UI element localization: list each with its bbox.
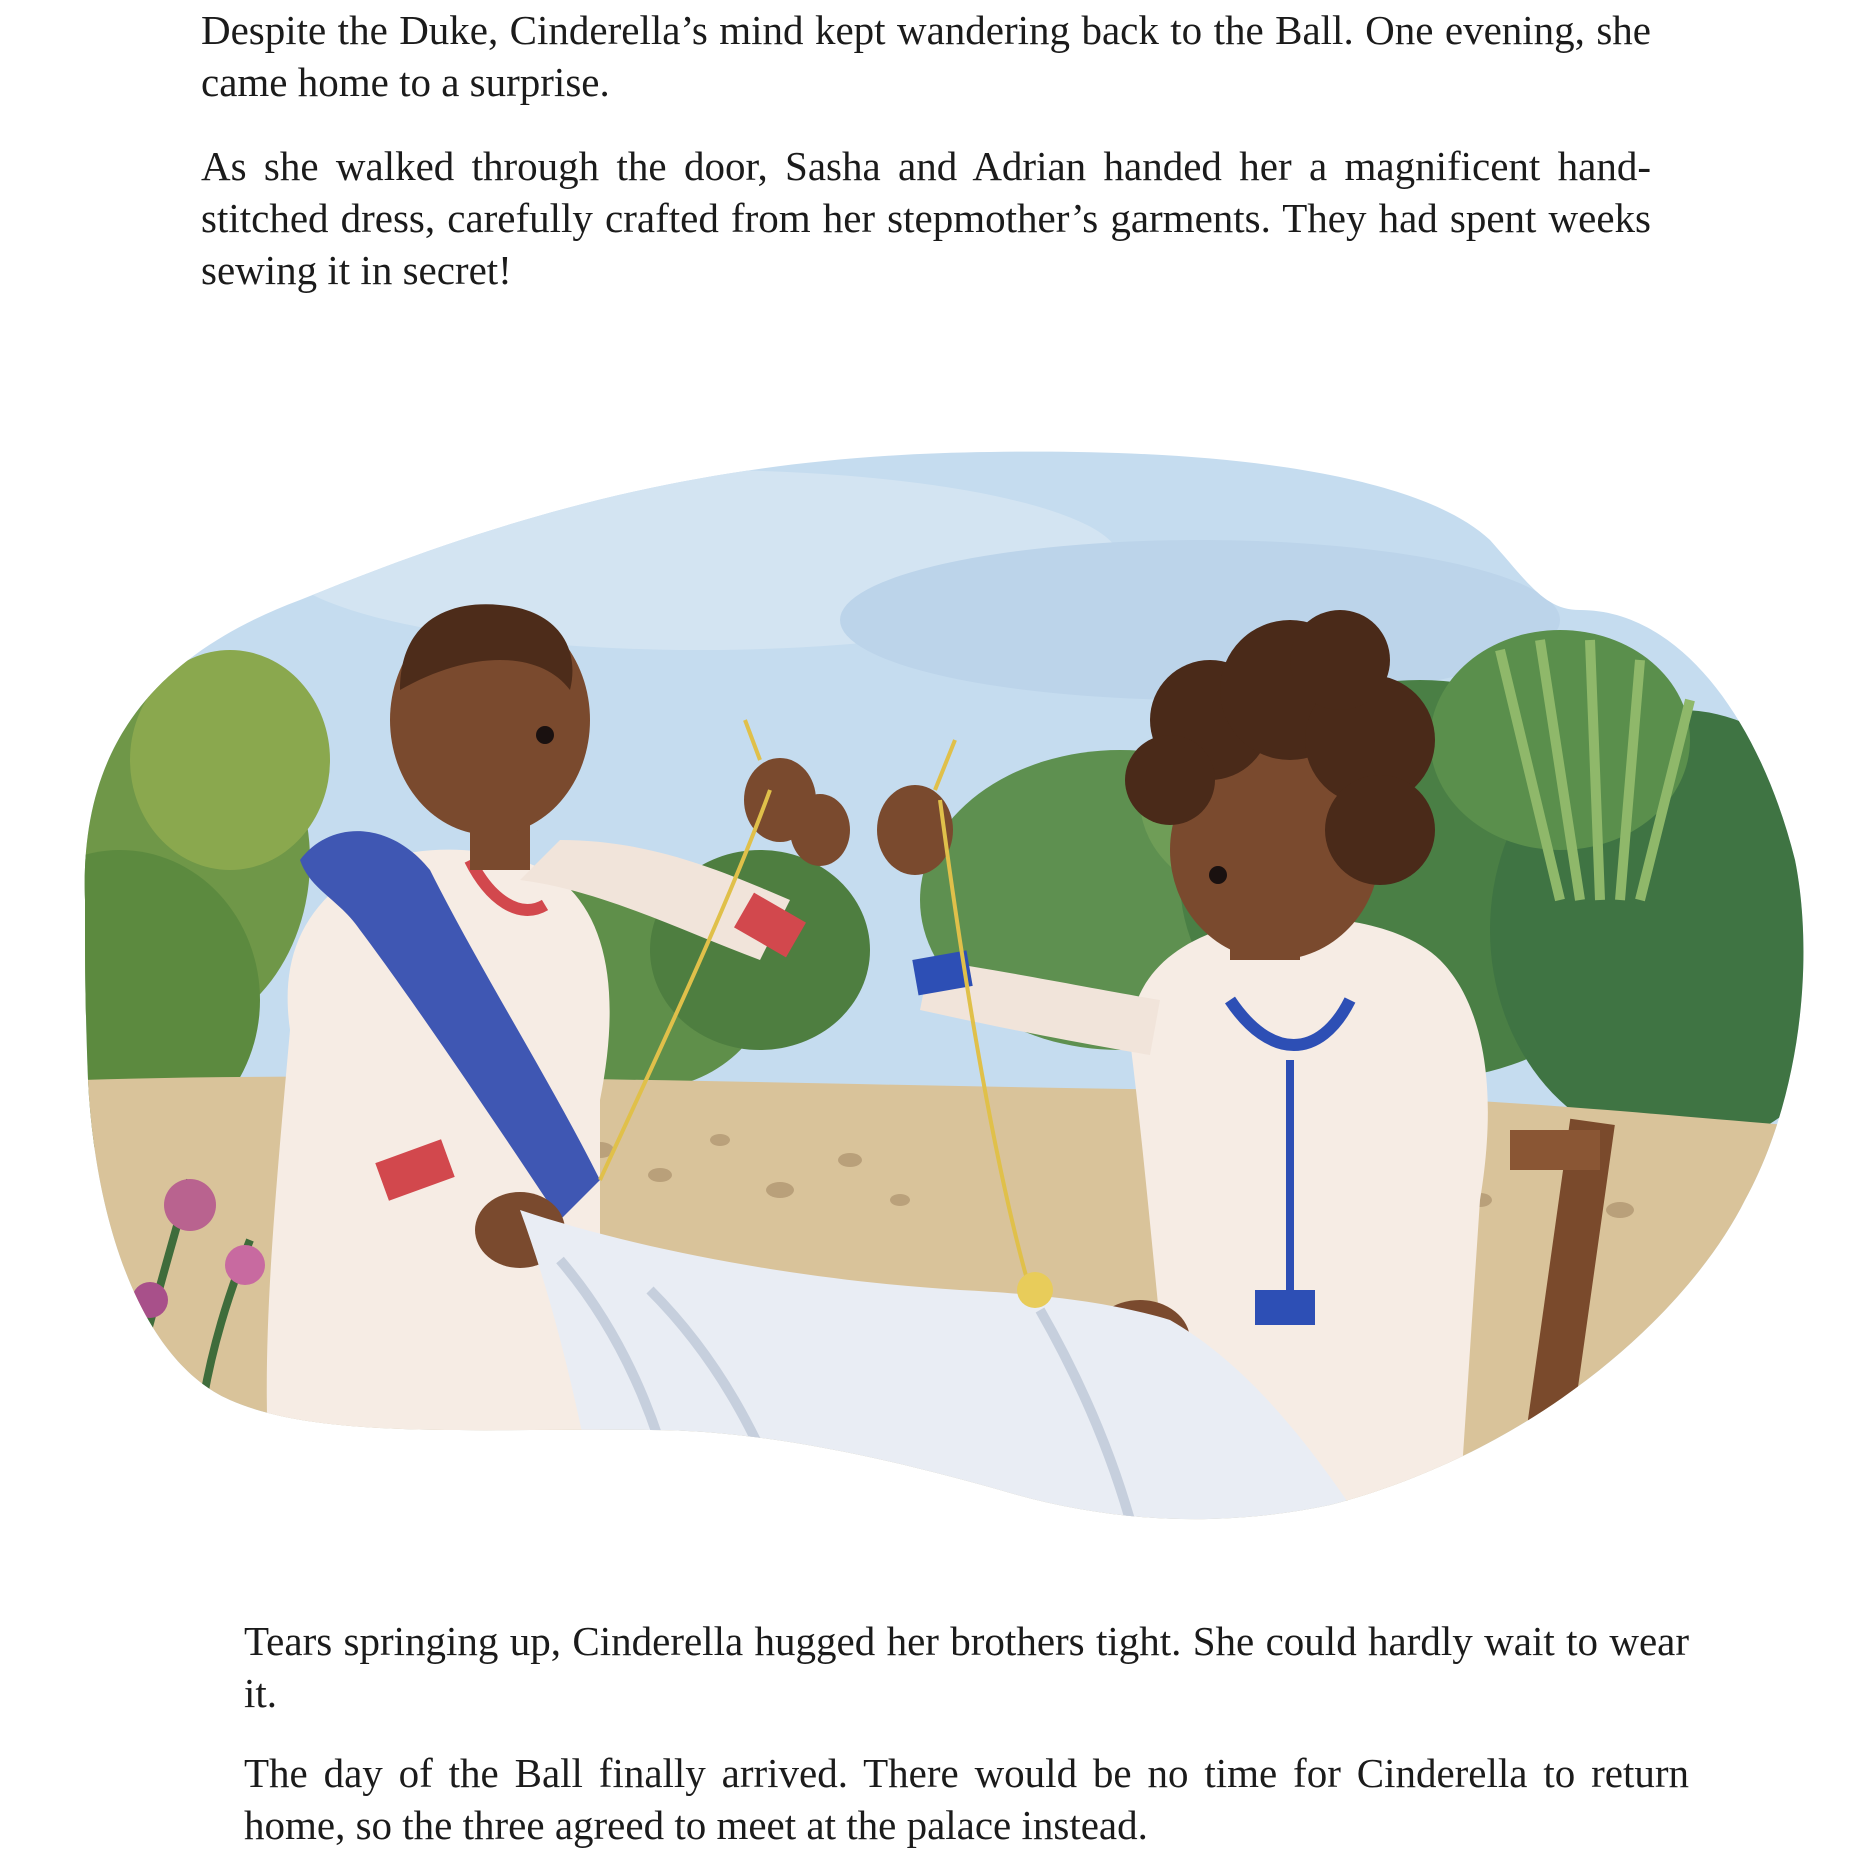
story-paragraph-2: As she walked through the door, Sasha and Adrian handed her a magnificent hand-stitched dress, carefully crafted from her stepmother’s garments. They had spent weeks sewing it in secret! [201,143,1651,293]
story-paragraph-1: Despite the Duke, Cinderella’s mind kept wandering back to the Ball. One evening, she came home to a surprise. [201,7,1651,105]
story-paragraph-3: Tears springing up, Cinderella hugged her brothers tight. She could hardly wait to wear it. [244,1618,1689,1716]
eye [1209,866,1227,884]
eye [536,726,554,744]
story-paragraph-4: The day of the Ball finally arrived. There would be no time for Cinderella to return home, so the three agreed to meet at the palace instead. [244,1750,1689,1848]
